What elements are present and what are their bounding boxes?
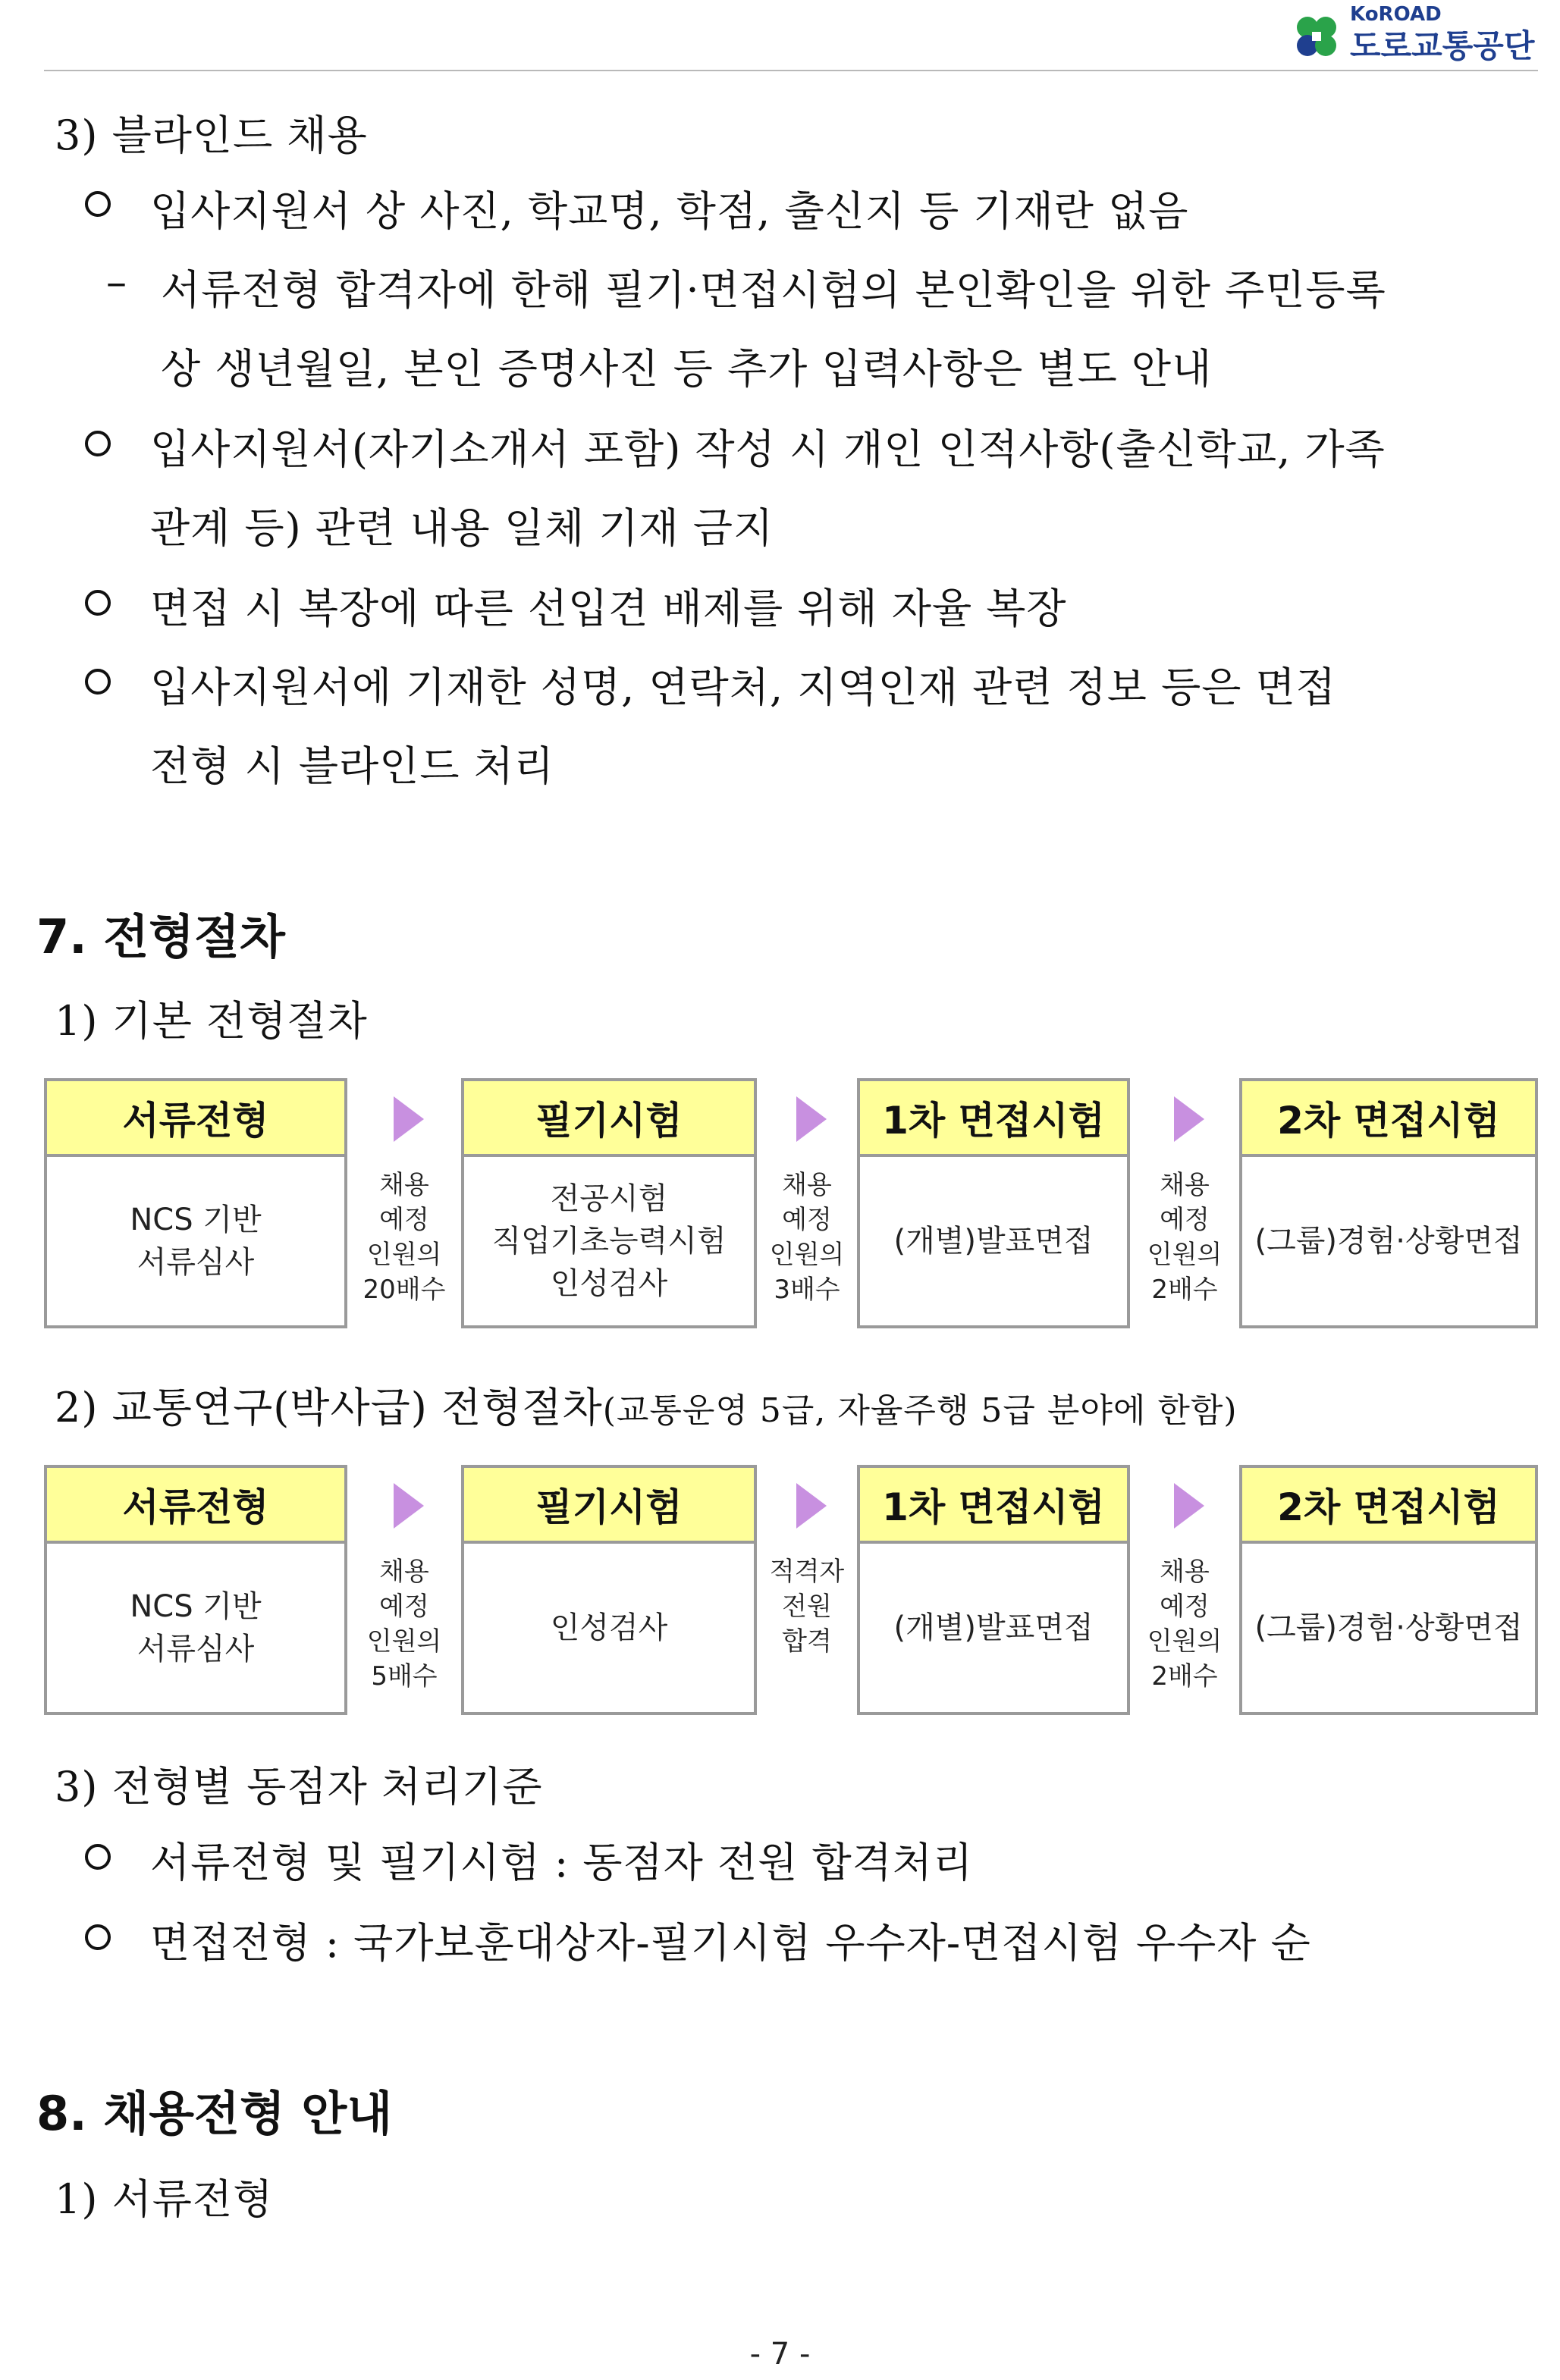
flow-step-header: 필기시험 (464, 1081, 754, 1157)
flow-step-body: 인성검사 (550, 1610, 668, 1645)
clover-logo-icon (1291, 14, 1348, 59)
section-7-sub-1: 1) 기본 전형절차 (55, 997, 368, 1045)
flow-step-body: NCS 기반 서류심사 (130, 1203, 262, 1280)
circle-bullet-icon (85, 1924, 111, 1950)
chevron-right-icon (796, 1096, 827, 1142)
flow-note: 적격자 전원 합격 (769, 1557, 845, 1657)
tie-item-2: 면접전형 : 국가보훈대상자-필기시험 우수자-면접시험 우수자 순 (150, 1919, 1311, 1967)
flow-connector (757, 1078, 857, 1328)
page-number: - 7 - (749, 2337, 811, 2372)
flow-step (44, 1078, 347, 1328)
koroad-logo (1283, 3, 1535, 64)
flow-connector (1130, 1465, 1239, 1715)
flow-step (461, 1465, 757, 1715)
circle-bullet-icon (85, 1844, 111, 1870)
circle-bullet-icon (85, 191, 111, 217)
blind-item-4: 입사지원서에 기재한 성명, 연락처, 지역인재 관련 정보 등은 면접 (150, 663, 1336, 711)
tie-item-1: 서류전형 및 필기시험 : 동점자 전원 합격처리 (150, 1839, 974, 1886)
flow-note: 채용 예정 인원의 2배수 (1147, 1170, 1223, 1305)
flow-step-body: 전공시험 직업기초능력시험 인성검사 (491, 1181, 727, 1301)
circle-bullet-icon (85, 590, 111, 616)
blind-title: 3) 블라인드 채용 (55, 111, 368, 159)
blind-item-4-cont: 전형 시 블라인드 처리 (150, 742, 554, 790)
flow-step-header: 서류전형 (47, 1468, 344, 1544)
flow-step (44, 1465, 347, 1715)
blind-item-2: 입사지원서(자기소개서 포함) 작성 시 개인 인적사항(출신학교, 가족 (150, 425, 1386, 473)
chevron-right-icon (394, 1483, 424, 1529)
flow-step-body: (그룹)경험·상황면접 (1254, 1610, 1523, 1645)
flow-note: 채용 예정 인원의 3배수 (769, 1170, 845, 1305)
flow-step-body: NCS 기반 서류심사 (130, 1589, 262, 1667)
flow-step (1239, 1465, 1538, 1715)
chevron-right-icon (1174, 1483, 1204, 1529)
chevron-right-icon (1174, 1096, 1204, 1142)
flow-step (857, 1465, 1130, 1715)
chevron-right-icon (796, 1483, 827, 1529)
section-8-title: 8. 채용전형 안내 (36, 2086, 393, 2141)
section-7-sub-2-note: (교통운영 5급, 자율주행 5급 분야에 한함) (602, 1391, 1238, 1430)
section-7-title: 7. 전형절차 (36, 909, 285, 964)
section-7-sub-2-main: 2) 교통연구(박사급) 전형절차 (55, 1384, 603, 1431)
process-flow-basic (44, 1078, 1546, 1328)
header-divider (44, 70, 1538, 71)
flow-connector (347, 1078, 461, 1328)
blind-item-3: 면접 시 복장에 따른 선입견 배제를 위해 자율 복장 (150, 585, 1067, 632)
flow-connector (347, 1465, 461, 1715)
flow-step-header: 1차 면접시험 (860, 1468, 1127, 1544)
flow-step-body: (개별)발표면접 (893, 1610, 1094, 1645)
blind-dash-line-1: 서류전형 합격자에 한해 필기·면접시험의 본인확인을 위한 주민등록 (161, 266, 1386, 314)
flow-step-header: 2차 면접시험 (1242, 1468, 1535, 1544)
section-7-sub-2 (55, 1375, 1238, 1434)
flow-step (461, 1078, 757, 1328)
flow-step (1239, 1078, 1538, 1328)
flow-step-header: 2차 면접시험 (1242, 1081, 1535, 1157)
logo-brand-en: KoROAD (1350, 3, 1442, 26)
blind-item-1: 입사지원서 상 사진, 학교명, 학점, 출신지 등 기재란 없음 (150, 187, 1189, 235)
chevron-right-icon (394, 1096, 424, 1142)
blind-item-2-cont: 관계 등) 관련 내용 일체 기재 금지 (150, 504, 774, 552)
circle-bullet-icon (85, 431, 111, 456)
logo-brand-ko: 도로교통공단 (1350, 27, 1535, 64)
process-flow-research (44, 1465, 1546, 1715)
flow-note: 채용 예정 인원의 2배수 (1147, 1557, 1223, 1692)
flow-step-header: 필기시험 (464, 1468, 754, 1544)
flow-step-header: 1차 면접시험 (860, 1081, 1127, 1157)
flow-connector (1130, 1078, 1239, 1328)
flow-connector (757, 1465, 857, 1715)
section-8-sub-1: 1) 서류전형 (55, 2175, 274, 2223)
flow-note: 채용 예정 인원의 5배수 (366, 1557, 442, 1692)
flow-step-header: 서류전형 (47, 1081, 344, 1157)
section-7-sub-3: 3) 전형별 동점자 처리기준 (55, 1763, 543, 1811)
flow-note: 채용 예정 인원의 20배수 (363, 1170, 446, 1305)
dash-mark: – (106, 258, 127, 306)
flow-step (857, 1078, 1130, 1328)
flow-step-body: (개별)발표면접 (893, 1224, 1094, 1259)
circle-bullet-icon (85, 669, 111, 695)
blind-dash-line-2: 상 생년월일, 본인 증명사진 등 추가 입력사항은 별도 안내 (161, 345, 1213, 393)
flow-step-body: (그룹)경험·상황면접 (1254, 1224, 1523, 1259)
